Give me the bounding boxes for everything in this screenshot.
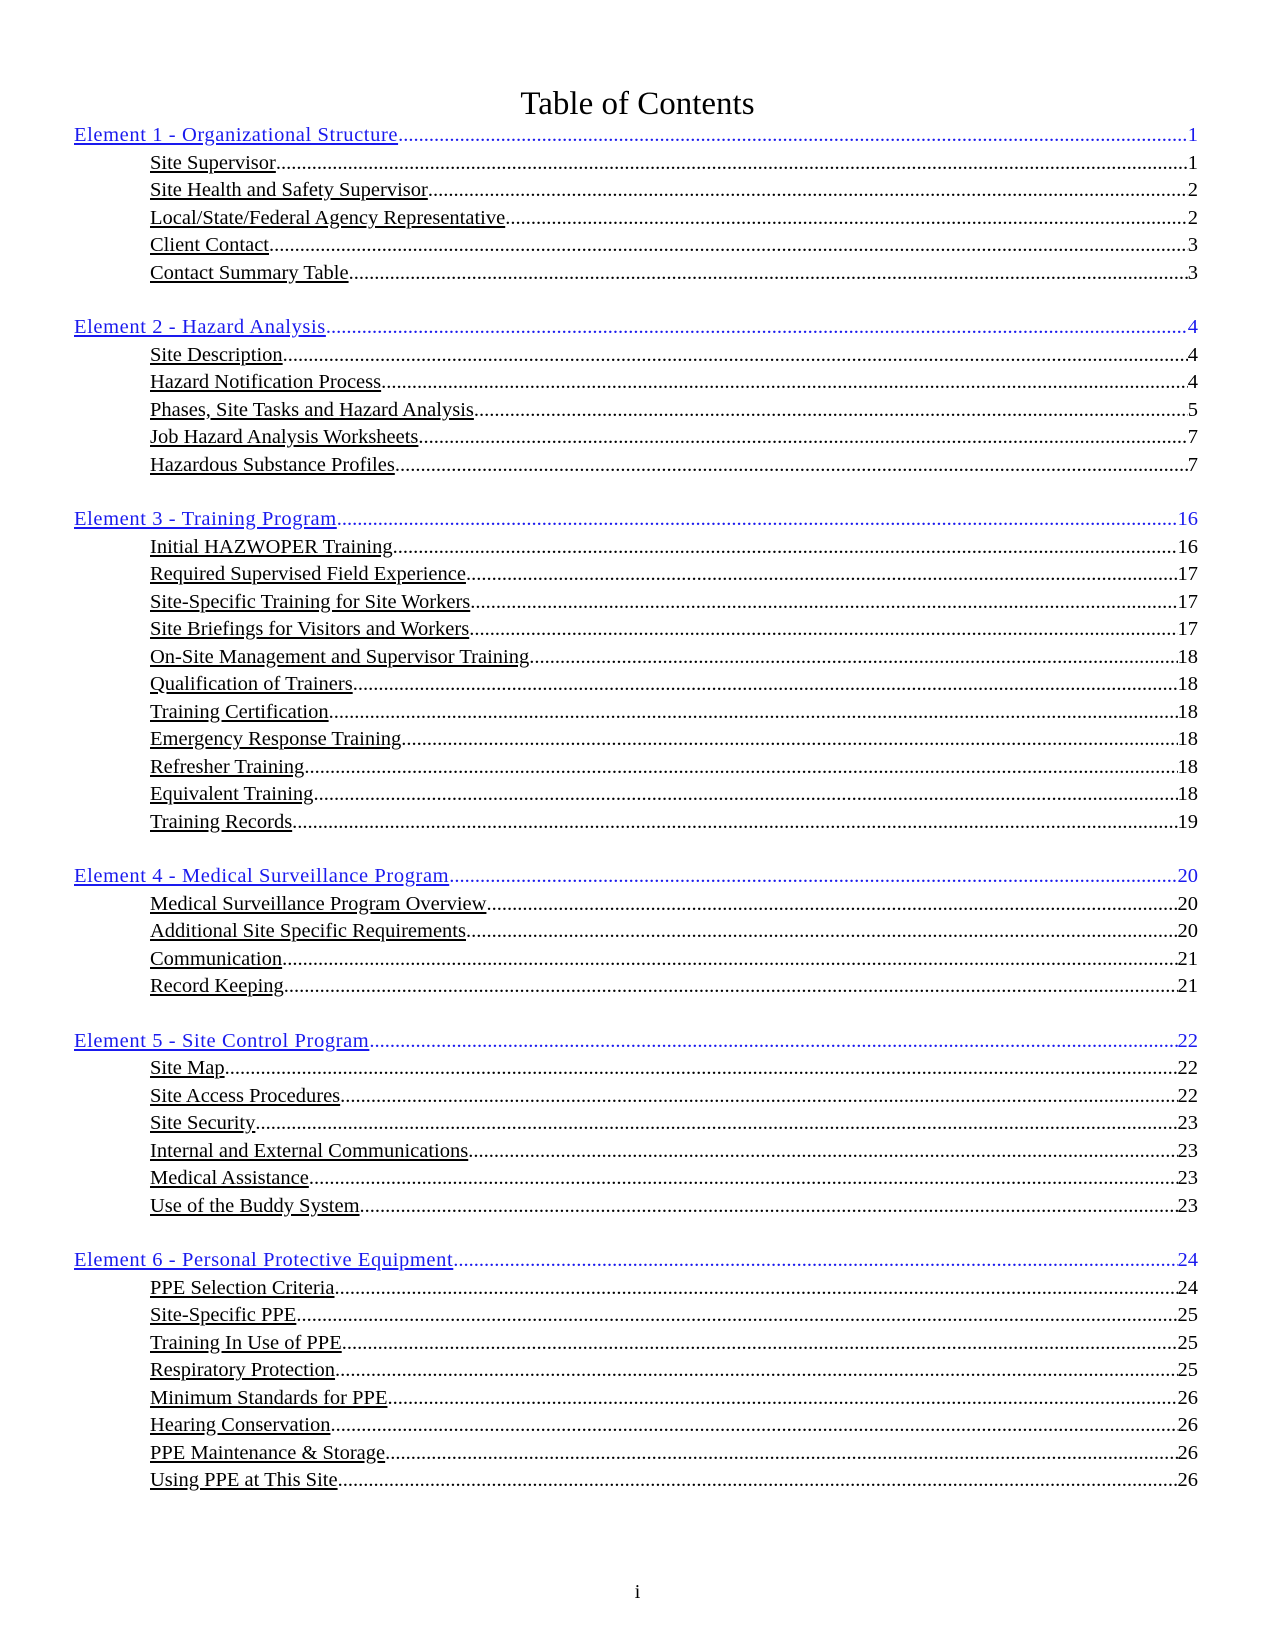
toc-subsection-label: Refresher Training [150, 755, 305, 778]
toc-subsection-label: Site Map [150, 1057, 225, 1079]
toc-section [74, 122, 1198, 287]
toc-subsection-page: 1 [1187, 151, 1198, 174]
toc-subsection-link[interactable] [74, 1165, 1198, 1193]
toc-subsection-link[interactable] [74, 1440, 1198, 1468]
toc-subsection-page: 20 [1177, 920, 1198, 942]
toc-subsection-label: Site Description [150, 343, 283, 366]
toc-subsection-link[interactable] [74, 699, 1198, 727]
dot-leader [283, 342, 1188, 370]
dot-leader [335, 1357, 1177, 1385]
toc-element-page: 22 [1177, 1029, 1198, 1052]
dot-leader [428, 177, 1188, 205]
toc-subsection-page: 22 [1177, 1057, 1198, 1079]
dot-leader [329, 699, 1178, 727]
toc-subsection-page: 4 [1187, 371, 1198, 393]
dot-leader [398, 122, 1188, 150]
dot-leader [385, 1440, 1177, 1468]
toc-subsection-label: Local/State/Federal Agency Representative [150, 206, 506, 229]
toc-element-link[interactable] [74, 863, 1198, 891]
toc-subsection-page: 23 [1177, 1194, 1198, 1217]
dot-leader [296, 1302, 1177, 1330]
toc-subsection-page: 17 [1177, 563, 1198, 585]
page-title: Table of Contents [520, 86, 755, 122]
toc-subsection-link[interactable] [74, 424, 1198, 452]
toc-subsection-link[interactable] [74, 1138, 1198, 1166]
dot-leader [486, 891, 1177, 919]
toc-subsection-label: PPE Maintenance & Storage [150, 1441, 386, 1464]
toc-subsection-link[interactable] [74, 946, 1198, 974]
dot-leader [330, 1412, 1177, 1440]
toc-subsection-page: 4 [1187, 343, 1198, 366]
dot-leader [342, 1330, 1178, 1358]
toc-element-page: 24 [1177, 1249, 1198, 1271]
toc-subsection-page: 26 [1177, 1414, 1198, 1436]
toc-element-label: Element 1 - Organizational Structure [74, 124, 399, 146]
toc-subsection-page: 2 [1187, 179, 1198, 201]
dot-leader [225, 1055, 1178, 1083]
toc-subsection-link[interactable] [74, 1275, 1198, 1303]
toc-subsection-label: Internal and External Communications [150, 1139, 469, 1162]
toc-subsection-page: 7 [1187, 426, 1198, 448]
dot-leader [284, 973, 1178, 1001]
toc-subsection-link[interactable] [74, 891, 1198, 919]
toc-subsection-page: 3 [1187, 234, 1198, 256]
toc-subsection-page: 18 [1177, 728, 1198, 750]
dot-leader [466, 918, 1178, 946]
toc-subsection-page: 19 [1177, 810, 1198, 833]
toc-subsection-label: Site Access Procedures [150, 1084, 341, 1107]
dot-leader [453, 1247, 1177, 1275]
toc-subsection-link[interactable] [74, 918, 1198, 946]
dot-leader [418, 424, 1187, 452]
toc-subsection-label: Required Supervised Field Experience [150, 563, 466, 585]
toc-element-label: Element 5 - Site Control Program [74, 1029, 370, 1052]
toc-subsection-link[interactable] [74, 342, 1198, 370]
dot-leader [470, 589, 1177, 617]
dot-leader [255, 1110, 1177, 1138]
toc-subsection-link[interactable] [74, 260, 1198, 288]
dot-leader [337, 506, 1178, 534]
toc-section [74, 1028, 1198, 1221]
dot-leader [469, 616, 1177, 644]
dot-leader [309, 1165, 1178, 1193]
toc-subsection-page: 2 [1187, 206, 1198, 229]
toc-subsection-page: 25 [1177, 1304, 1198, 1326]
dot-leader [313, 781, 1177, 809]
toc-element-label: Element 6 - Personal Protective Equipment [74, 1249, 454, 1271]
toc-subsection-label: Site-Specific PPE [150, 1304, 297, 1326]
table-of-contents [74, 122, 1198, 1522]
toc-subsection-link[interactable] [74, 726, 1198, 754]
toc-subsection-link[interactable] [74, 644, 1198, 672]
dot-leader [381, 369, 1188, 397]
toc-subsection-link[interactable] [74, 452, 1198, 480]
toc-subsection-link[interactable] [74, 1412, 1198, 1440]
toc-subsection-label: Respiratory Protection [150, 1359, 336, 1381]
toc-subsection-label: Site Security [150, 1112, 256, 1134]
toc-subsection-label: Using PPE at This Site [150, 1469, 338, 1491]
toc-subsection-label: Emergency Response Training [150, 728, 402, 750]
toc-subsection-page: 7 [1187, 453, 1198, 476]
toc-subsection-label: Training Records [150, 810, 293, 833]
toc-subsection-link[interactable] [74, 1083, 1198, 1111]
toc-subsection-page: 18 [1177, 783, 1198, 805]
toc-subsection-label: Client Contact [150, 234, 269, 256]
toc-subsection-page: 17 [1177, 618, 1198, 640]
toc-subsection-link[interactable] [74, 397, 1198, 425]
toc-subsection-page: 16 [1177, 535, 1198, 558]
toc-subsection-label: Use of the Buddy System [150, 1194, 360, 1217]
toc-subsection-label: PPE Selection Criteria [150, 1276, 335, 1299]
dot-leader [529, 644, 1177, 672]
toc-subsection-link[interactable] [74, 809, 1198, 837]
dot-leader [338, 1467, 1178, 1495]
dot-leader [276, 150, 1188, 178]
toc-element-label: Element 4 - Medical Surveillance Program [74, 865, 450, 887]
toc-subsection-page: 21 [1177, 975, 1198, 997]
toc-subsection-page: 17 [1177, 590, 1198, 613]
toc-section [74, 506, 1198, 836]
dot-leader [353, 671, 1178, 699]
toc-element-link[interactable] [74, 506, 1198, 534]
toc-subsection-label: Communication [150, 947, 283, 970]
toc-element-link[interactable] [74, 1247, 1198, 1275]
toc-subsection-label: Hazardous Substance Profiles [150, 453, 395, 476]
toc-subsection-link[interactable] [74, 561, 1198, 589]
toc-subsection-link[interactable] [74, 1110, 1198, 1138]
toc-subsection-page: 18 [1177, 755, 1198, 778]
toc-subsection-label: Site Health and Safety Supervisor [150, 179, 428, 201]
toc-subsection-link[interactable] [74, 232, 1198, 260]
toc-subsection-page: 23 [1177, 1112, 1198, 1134]
toc-subsection-label: Site-Specific Training for Site Workers [150, 590, 471, 613]
toc-subsection-link[interactable] [74, 616, 1198, 644]
toc-subsection-label: Contact Summary Table [150, 261, 349, 284]
toc-subsection-page: 18 [1177, 673, 1198, 695]
toc-subsection-label: Site Supervisor [150, 151, 276, 174]
toc-subsection-page: 25 [1177, 1359, 1198, 1381]
toc-subsection-page: 22 [1177, 1084, 1198, 1107]
toc-subsection-link[interactable] [74, 1467, 1198, 1495]
dot-leader [334, 1275, 1177, 1303]
toc-subsection-page: 3 [1187, 261, 1198, 284]
dot-leader [474, 397, 1188, 425]
dot-leader [360, 1193, 1178, 1221]
toc-subsection-link[interactable] [74, 1302, 1198, 1330]
toc-subsection-page: 26 [1177, 1469, 1198, 1491]
toc-element-page: 1 [1187, 124, 1198, 146]
toc-subsection-link[interactable] [74, 205, 1198, 233]
dot-leader [304, 754, 1177, 782]
toc-subsection-link[interactable] [74, 973, 1198, 1001]
toc-subsection-label: Site Briefings for Visitors and Workers [150, 618, 470, 640]
dot-leader [393, 534, 1178, 562]
toc-subsection-label: Phases, Site Tasks and Hazard Analysis [150, 398, 474, 421]
toc-subsection-label: Additional Site Specific Requirements [150, 920, 466, 942]
toc-subsection-label: Medical Assistance [150, 1167, 309, 1189]
toc-subsection-label: Job Hazard Analysis Worksheets [150, 426, 419, 448]
dot-leader [449, 863, 1177, 891]
dot-leader [269, 232, 1188, 260]
toc-subsection-page: 26 [1177, 1441, 1198, 1464]
toc-subsection-link[interactable] [74, 1385, 1198, 1413]
toc-subsection-label: Initial HAZWOPER Training [150, 535, 393, 558]
toc-element-page: 16 [1177, 508, 1198, 530]
toc-subsection-page: 18 [1177, 700, 1198, 723]
toc-subsection-page: 20 [1177, 892, 1198, 915]
toc-element-link[interactable] [74, 122, 1198, 150]
toc-subsection-label: Minimum Standards for PPE [150, 1386, 388, 1409]
toc-subsection-link[interactable] [74, 369, 1198, 397]
dot-leader [369, 1028, 1177, 1056]
toc-subsection-link[interactable] [74, 150, 1198, 178]
dot-leader [292, 809, 1177, 837]
toc-subsection-page: 18 [1177, 645, 1198, 668]
dot-leader [468, 1138, 1177, 1166]
toc-element-label: Element 2 - Hazard Analysis [74, 316, 326, 338]
toc-subsection-label: Record Keeping [150, 975, 284, 997]
toc-element-page: 4 [1187, 316, 1198, 338]
toc-subsection-page: 23 [1177, 1139, 1198, 1162]
toc-subsection-link[interactable] [74, 1357, 1198, 1385]
toc-subsection-label: On-Site Management and Supervisor Training [150, 645, 530, 668]
toc-section [74, 863, 1198, 1001]
toc-subsection-label: Medical Surveillance Program Overview [150, 892, 487, 915]
toc-subsection-link[interactable] [74, 177, 1198, 205]
toc-subsection-page: 24 [1177, 1276, 1198, 1299]
dot-leader [387, 1385, 1177, 1413]
toc-element-page: 20 [1177, 865, 1198, 887]
dot-leader [466, 561, 1178, 589]
dot-leader [326, 314, 1188, 342]
dot-leader [282, 946, 1177, 974]
toc-subsection-link[interactable] [74, 1193, 1198, 1221]
toc-subsection-link[interactable] [74, 534, 1198, 562]
toc-subsection-page: 26 [1177, 1386, 1198, 1409]
dot-leader [340, 1083, 1177, 1111]
toc-subsection-label: Equivalent Training [150, 783, 314, 805]
page-number: i [634, 1581, 641, 1603]
toc-subsection-label: Training In Use of PPE [150, 1331, 342, 1354]
toc-element-link[interactable] [74, 314, 1198, 342]
toc-subsection-link[interactable] [74, 1330, 1198, 1358]
dot-leader [401, 726, 1177, 754]
toc-subsection-link[interactable] [74, 671, 1198, 699]
toc-subsection-link[interactable] [74, 1055, 1198, 1083]
toc-subsection-page: 25 [1177, 1331, 1198, 1354]
toc-subsection-link[interactable] [74, 754, 1198, 782]
toc-element-label: Element 3 - Training Program [74, 508, 337, 530]
toc-subsection-link[interactable] [74, 589, 1198, 617]
dot-leader [395, 452, 1188, 480]
toc-subsection-page: 23 [1177, 1167, 1198, 1189]
dot-leader [349, 260, 1188, 288]
toc-subsection-label: Hearing Conservation [150, 1414, 331, 1436]
toc-subsection-label: Training Certification [150, 700, 329, 723]
toc-subsection-label: Hazard Notification Process [150, 371, 382, 393]
toc-subsection-page: 21 [1177, 947, 1198, 970]
toc-subsection-label: Qualification of Trainers [150, 673, 353, 695]
toc-element-link[interactable] [74, 1028, 1198, 1056]
dot-leader [505, 205, 1188, 233]
toc-subsection-link[interactable] [74, 781, 1198, 809]
toc-subsection-page: 5 [1187, 398, 1198, 421]
toc-section [74, 314, 1198, 479]
toc-section [74, 1247, 1198, 1495]
